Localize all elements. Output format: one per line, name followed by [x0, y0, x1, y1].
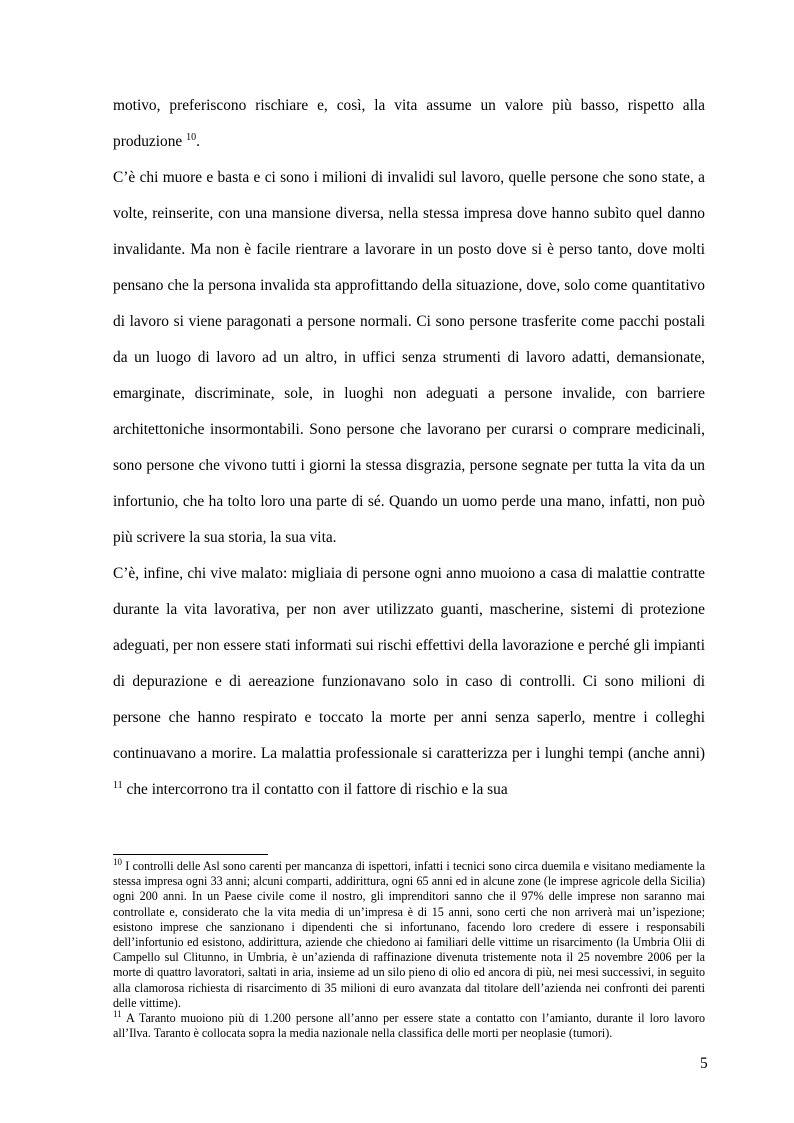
paragraph-3-text: C’è, infine, chi vive malato: migliaia di persone ogni anno muoiono a casa di malattie contratte durante la vita lavorativa, per non aver utilizzato guanti, mascherine, sistemi di protezione adeguati, per non essere stati informati sui rischi effettivi della lavorazione e perché gli impianti di depurazione e di aereazione funzionavano solo in caso di controlli. Ci sono milioni di persone che hanno respirato e toccato la morte per anni senza saperlo, mentre i colleghi continuavano a morire. La malattia professionale si caratterizza per i lunghi tempi (anche anni) [113, 565, 705, 762]
footnote-10 [113, 856, 705, 1011]
paragraph-1-end: . [196, 133, 200, 150]
footnote-number: 11 [113, 1009, 122, 1019]
footnote-text: I controlli delle Asl sono carenti per mancanza di ispettori, infatti i tecnici sono circa duemila e visitano mediamente la stessa impresa ogni 33 anni; alcuni comparti, addirittura, ogni 65 anni ed in alcune zone (le imprese agricole della Sicilia) ogni 200 anni. In un Paese civile come il nostro, gli imprenditori sanno che il 97% delle imprese non saranno mai controllate e, considerato che la vita media di un’impresa è di 15 anni, sono certi che non arriverà mai un’ispezione; esistono imprese che sanzionano i dipendenti che si infortunano, facendo loro credere di essere i responsabili dell’infortunio ed esistono, addirittura, aziende che chiedono ai familiari delle vittime un risarcimento (la Umbria Olii di Campello sul Clitunno, in Umbria, è un’azienda di raffinazione divenuta tristemente nota il 25 novembre 2006 per la morte di quattro lavoratori, saltati in aria, insieme ad un silo pieno di olio ed ancora di più, nei mesi successivi, in seguito alla clamorosa richiesta di risarcimento di 35 milioni di euro avanzata dal titolare dell’azienda nei confronti dei parenti delle vittime). [113, 859, 705, 1010]
body-text [113, 88, 705, 808]
footnote-ref-10[interactable]: 10 [186, 131, 197, 143]
paragraph-1-text: motivo, preferiscono rischiare e, così, la vita assume un valore più basso, rispetto alla produzione [113, 97, 705, 150]
footnote-text: A Taranto muoiono più di 1.200 persone all’anno per essere state a contatto con l’amianto, durante il loro lavoro all’Ilva. Taranto è collocata sopra la media nazionale nella classifica delle morti per neoplasie (tumori). [113, 1011, 705, 1041]
paragraph-3-end: che intercorrono tra il contatto con il fattore di rischio e la sua [122, 781, 508, 798]
paragraph-2: C’è chi muore e basta e ci sono i milioni di invalidi sul lavoro, quelle persone che sono state, a volte, reinserite, con una mansione diversa, nella stessa impresa dove hanno subìto quel danno invalidante. Ma non è facile rientrare a lavorare in un posto dove si è perso tanto, dove molti pensano che la persona invalida sta approfittando della situazione, dove, solo come quantitativo di lavoro si viene paragonati a persone normali. Ci sono persone trasferite come pacchi postali da un luogo di lavoro ad un altro, in uffici senza strumenti di lavoro adatti, demansionate, emarginate, discriminate, sole, in luoghi non adeguati a persone invalide, con barriere architettoniche insormontabili. Sono persone che lavorano per curarsi o comprare medicinali, sono persone che vivono tutti i giorni la stessa disgrazia, persone segnate per tutta la vita da un infortunio, che ha tolto loro una parte di sé. Quando un uomo perde una mano, infatti, non può più scrivere la sua storia, la sua vita. [113, 169, 705, 546]
footnote-number: 10 [113, 856, 122, 867]
paragraph-3 [113, 556, 705, 808]
footnote-11 [113, 1011, 705, 1041]
footnotes [113, 856, 705, 1041]
footnote-separator [113, 854, 268, 855]
page-number: 5 [700, 1055, 708, 1072]
footnote-ref-11[interactable]: 11 [113, 779, 123, 791]
paragraph-1 [113, 88, 705, 160]
